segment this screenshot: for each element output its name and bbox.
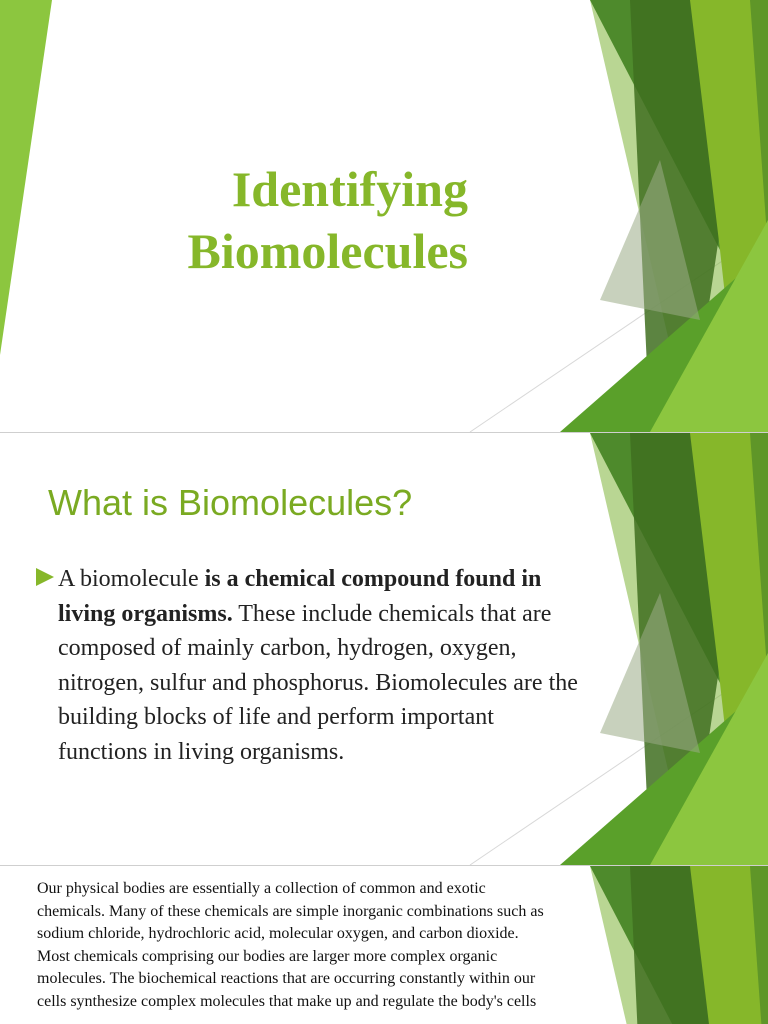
bullet-text-bold: is a chemical compound found in living organisms. bbox=[58, 566, 542, 627]
title-line-2: Biomolecules bbox=[187, 223, 468, 279]
triangle-bullet-icon bbox=[36, 568, 54, 586]
bullet-text-part1: A biomolecule bbox=[58, 566, 205, 592]
title-line-1: Identifying bbox=[231, 161, 468, 217]
body-paragraph: Our physical bodies are essentially a collection of common and exotic chemicals. Many of these chemicals are simple inorganic combinations such as sodium chloride, hydrochloric acid, molecular oxygen, and carbon dioxide. Most chemicals comprising our bodies are larger more complex organic molecules. The biochemical reactions that are occurring constantly within our cells synthesize complex molecules that make up and regulate the body's cells bbox=[37, 880, 544, 1010]
slide-title bbox=[0, 0, 768, 432]
bullet-list-item bbox=[36, 562, 584, 769]
bullet-text bbox=[58, 562, 584, 769]
left-green-sliver bbox=[0, 0, 52, 355]
slide-title-text bbox=[48, 158, 468, 282]
slide-heading: What is Biomolecules? bbox=[48, 482, 413, 523]
bullet-text-part2: These include chemicals that are composed of mainly carbon, hydrogen, oxygen, nitrogen, sulfur and phosphorus. Biomolecules are the building blocks of life and perform important functions in living organisms. bbox=[58, 600, 578, 765]
